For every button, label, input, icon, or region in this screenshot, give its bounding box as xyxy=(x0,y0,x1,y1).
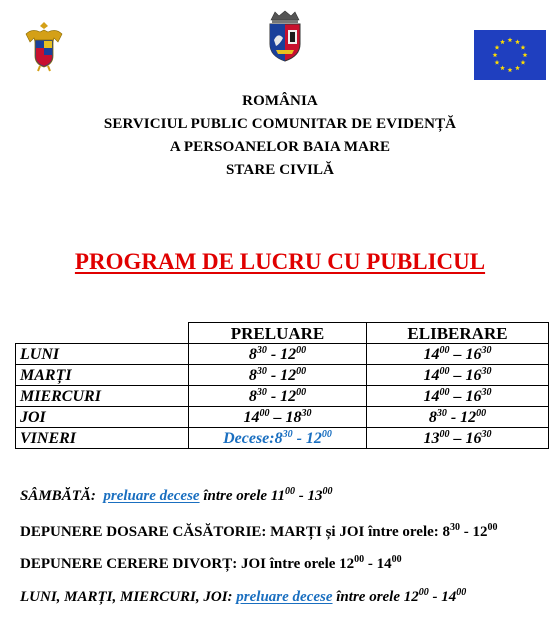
page-title: PROGRAM DE LUCRU CU PUBLICUL xyxy=(74,249,486,274)
column-header-eliberare: ELIBERARE xyxy=(367,323,549,344)
preluare-cell: $Decese:8^{30} - 12^{00}$ xyxy=(189,428,367,449)
preluare-decese-link[interactable]: preluare decese xyxy=(236,589,333,605)
schedule-table xyxy=(15,322,549,449)
institution-name-line1: SERVICIUL PUBLIC COMUNITAR DE EVIDENȚĂ xyxy=(103,116,457,132)
preluare-cell: $8^{30} - 12^{00}$ xyxy=(189,365,367,386)
preluare-cell: $14^{00} - 18^{30}$ xyxy=(189,407,367,428)
institution-name-line2: A PERSOANELOR BAIA MARE xyxy=(169,139,391,155)
note-decese: LUNI, MARȚI, MIERCURI, JOI: preluare decese între orele $12^{00} - 14^{00}$ xyxy=(20,587,467,605)
day-cell: JOI xyxy=(16,407,189,428)
note-casatorie: DEPUNERE DOSARE CĂSĂTORIE: MARȚI și JOI între orele: $8^{30} - 12^{00}$ xyxy=(20,522,498,540)
column-header-preluare: PRELUARE xyxy=(189,323,367,344)
country-name: ROMÂNIA xyxy=(242,93,318,109)
preluare-cell: $8^{30} - 12^{00}$ xyxy=(189,344,367,365)
eliberare-cell: $14^{00} - 16^{30}$ xyxy=(367,386,549,407)
table-row xyxy=(16,365,549,386)
note-sambata: SÂMBĂTĂ: preluare decese între orele $11^{00} - 13^{00}$ xyxy=(20,486,333,504)
eliberare-cell: $13^{00} - 16^{30}$ xyxy=(367,428,549,449)
table-corner xyxy=(16,323,189,344)
day-cell: LUNI xyxy=(16,344,189,365)
table-header-row xyxy=(16,323,549,344)
eu-flag-icon xyxy=(474,30,546,80)
eliberare-cell: $8^{30} - 12^{00}$ xyxy=(367,407,549,428)
table-row xyxy=(16,407,549,428)
day-cell: MIERCURI xyxy=(16,386,189,407)
day-cell: VINERI xyxy=(16,428,189,449)
preluare-cell: $8^{30} - 12^{00}$ xyxy=(189,386,367,407)
table-row xyxy=(16,428,549,449)
day-cell: MARȚI xyxy=(16,365,189,386)
eliberare-cell: $14^{00} - 16^{30}$ xyxy=(367,365,549,386)
table-row xyxy=(16,386,549,407)
table-row xyxy=(16,344,549,365)
romania-coat-of-arms-icon xyxy=(24,20,64,72)
department-name: STARE CIVILĂ xyxy=(225,162,335,178)
baia-mare-coat-of-arms-icon xyxy=(266,10,304,62)
eliberare-cell: $14^{00} - 16^{30}$ xyxy=(367,344,549,365)
note-divort: DEPUNERE CERERE DIVORȚ: JOI între orele $12^{00} - 14^{00}$ xyxy=(20,554,402,572)
preluare-decese-link[interactable]: preluare decese xyxy=(103,488,200,504)
